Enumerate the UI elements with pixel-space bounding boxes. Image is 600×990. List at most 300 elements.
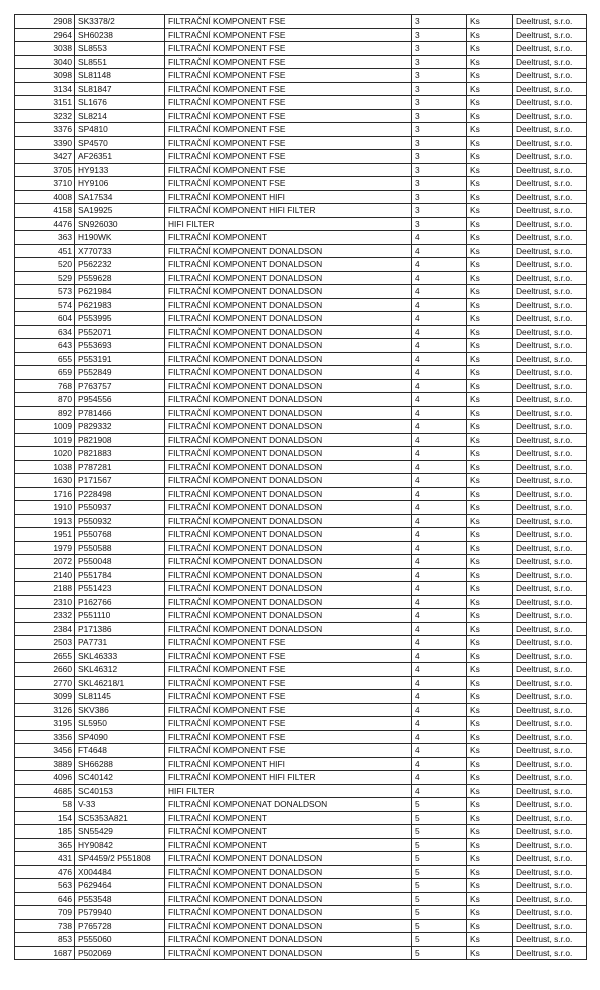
description-cell: FILTRAČNÍ KOMPONENT FSE bbox=[165, 744, 412, 758]
supplier-cell: Deeltrust, s.r.o. bbox=[513, 771, 587, 785]
description-cell: FILTRAČNÍ KOMPONENT FSE bbox=[165, 55, 412, 69]
part-code-cell: P162766 bbox=[75, 595, 165, 609]
description-cell: FILTRAČNÍ KOMPONENT DONALDSON bbox=[165, 852, 412, 866]
part-code-cell: P551423 bbox=[75, 582, 165, 596]
part-code-cell: SP4810 bbox=[75, 123, 165, 137]
quantity-cell: 4 bbox=[412, 703, 467, 717]
supplier-cell: Deeltrust, s.r.o. bbox=[513, 879, 587, 893]
part-code-cell: SL81847 bbox=[75, 82, 165, 96]
supplier-cell: Deeltrust, s.r.o. bbox=[513, 933, 587, 947]
supplier-cell: Deeltrust, s.r.o. bbox=[513, 123, 587, 137]
supplier-cell: Deeltrust, s.r.o. bbox=[513, 447, 587, 461]
table-row bbox=[15, 55, 587, 69]
part-code-cell: P621983 bbox=[75, 298, 165, 312]
supplier-cell: Deeltrust, s.r.o. bbox=[513, 325, 587, 339]
supplier-cell: Deeltrust, s.r.o. bbox=[513, 82, 587, 96]
quantity-cell: 4 bbox=[412, 460, 467, 474]
supplier-cell: Deeltrust, s.r.o. bbox=[513, 919, 587, 933]
description-cell: FILTRAČNÍ KOMPONENT FSE bbox=[165, 636, 412, 650]
unit-cell: Ks bbox=[467, 433, 513, 447]
table-row bbox=[15, 730, 587, 744]
item-number-cell: 365 bbox=[15, 838, 75, 852]
item-number-cell: 738 bbox=[15, 919, 75, 933]
unit-cell: Ks bbox=[467, 447, 513, 461]
unit-cell: Ks bbox=[467, 676, 513, 690]
table-row bbox=[15, 420, 587, 434]
description-cell: FILTRAČNÍ KOMPONENT FSE bbox=[165, 150, 412, 164]
table-row bbox=[15, 501, 587, 515]
unit-cell: Ks bbox=[467, 946, 513, 960]
item-number-cell: 3098 bbox=[15, 69, 75, 83]
supplier-cell: Deeltrust, s.r.o. bbox=[513, 28, 587, 42]
supplier-cell: Deeltrust, s.r.o. bbox=[513, 784, 587, 798]
table-row bbox=[15, 744, 587, 758]
table-row bbox=[15, 865, 587, 879]
part-code-cell: HY9133 bbox=[75, 163, 165, 177]
quantity-cell: 4 bbox=[412, 730, 467, 744]
item-number-cell: 2310 bbox=[15, 595, 75, 609]
description-cell: FILTRAČNÍ KOMPONENT DONALDSON bbox=[165, 339, 412, 353]
unit-cell: Ks bbox=[467, 150, 513, 164]
table-row bbox=[15, 393, 587, 407]
unit-cell: Ks bbox=[467, 15, 513, 29]
quantity-cell: 4 bbox=[412, 420, 467, 434]
quantity-cell: 4 bbox=[412, 406, 467, 420]
table-row bbox=[15, 636, 587, 650]
item-number-cell: 3705 bbox=[15, 163, 75, 177]
description-cell: FILTRAČNÍ KOMPONENT DONALDSON bbox=[165, 582, 412, 596]
description-cell: FILTRAČNÍ KOMPONENT FSE bbox=[165, 42, 412, 56]
table-row bbox=[15, 69, 587, 83]
table-row bbox=[15, 771, 587, 785]
description-cell: FILTRAČNÍ KOMPONENT DONALDSON bbox=[165, 919, 412, 933]
unit-cell: Ks bbox=[467, 730, 513, 744]
quantity-cell: 3 bbox=[412, 28, 467, 42]
item-number-cell: 3126 bbox=[15, 703, 75, 717]
part-code-cell: P787281 bbox=[75, 460, 165, 474]
part-code-cell: SP4459/2 P551808 bbox=[75, 852, 165, 866]
description-cell: FILTRAČNÍ KOMPONENT DONALDSON bbox=[165, 609, 412, 623]
part-code-cell: SH60238 bbox=[75, 28, 165, 42]
part-code-cell: P765728 bbox=[75, 919, 165, 933]
table-row bbox=[15, 96, 587, 110]
unit-cell: Ks bbox=[467, 258, 513, 272]
supplier-cell: Deeltrust, s.r.o. bbox=[513, 622, 587, 636]
description-cell: FILTRAČNÍ KOMPONENT DONALDSON bbox=[165, 244, 412, 258]
table-row bbox=[15, 906, 587, 920]
unit-cell: Ks bbox=[467, 136, 513, 150]
quantity-cell: 5 bbox=[412, 825, 467, 839]
table-row bbox=[15, 366, 587, 380]
item-number-cell: 2655 bbox=[15, 649, 75, 663]
table-row bbox=[15, 622, 587, 636]
quantity-cell: 3 bbox=[412, 217, 467, 231]
part-code-cell: P171386 bbox=[75, 622, 165, 636]
table-row bbox=[15, 649, 587, 663]
item-number-cell: 4158 bbox=[15, 204, 75, 218]
unit-cell: Ks bbox=[467, 865, 513, 879]
part-code-cell: SN926030 bbox=[75, 217, 165, 231]
item-number-cell: 4008 bbox=[15, 190, 75, 204]
quantity-cell: 4 bbox=[412, 352, 467, 366]
item-number-cell: 2660 bbox=[15, 663, 75, 677]
supplier-cell: Deeltrust, s.r.o. bbox=[513, 177, 587, 191]
supplier-cell: Deeltrust, s.r.o. bbox=[513, 649, 587, 663]
quantity-cell: 4 bbox=[412, 622, 467, 636]
supplier-cell: Deeltrust, s.r.o. bbox=[513, 555, 587, 569]
part-code-cell: P579940 bbox=[75, 906, 165, 920]
table-row bbox=[15, 676, 587, 690]
unit-cell: Ks bbox=[467, 703, 513, 717]
supplier-cell: Deeltrust, s.r.o. bbox=[513, 393, 587, 407]
item-number-cell: 3040 bbox=[15, 55, 75, 69]
supplier-cell: Deeltrust, s.r.o. bbox=[513, 514, 587, 528]
part-code-cell: X770733 bbox=[75, 244, 165, 258]
quantity-cell: 4 bbox=[412, 366, 467, 380]
part-code-cell: P553995 bbox=[75, 312, 165, 326]
quantity-cell: 4 bbox=[412, 744, 467, 758]
table-row bbox=[15, 15, 587, 29]
unit-cell: Ks bbox=[467, 312, 513, 326]
table-row bbox=[15, 379, 587, 393]
table-row bbox=[15, 352, 587, 366]
unit-cell: Ks bbox=[467, 892, 513, 906]
description-cell: FILTRAČNÍ KOMPONENT bbox=[165, 838, 412, 852]
item-number-cell: 709 bbox=[15, 906, 75, 920]
description-cell: FILTRAČNÍ KOMPONENT bbox=[165, 231, 412, 245]
description-cell: FILTRAČNÍ KOMPONENT FSE bbox=[165, 177, 412, 191]
unit-cell: Ks bbox=[467, 582, 513, 596]
quantity-cell: 3 bbox=[412, 204, 467, 218]
quantity-cell: 5 bbox=[412, 933, 467, 947]
item-number-cell: 1038 bbox=[15, 460, 75, 474]
quantity-cell: 4 bbox=[412, 757, 467, 771]
part-code-cell: SN55429 bbox=[75, 825, 165, 839]
description-cell: FILTRAČNÍ KOMPONENT FSE bbox=[165, 649, 412, 663]
table-row bbox=[15, 123, 587, 137]
table-row bbox=[15, 541, 587, 555]
supplier-cell: Deeltrust, s.r.o. bbox=[513, 15, 587, 29]
supplier-cell: Deeltrust, s.r.o. bbox=[513, 258, 587, 272]
supplier-cell: Deeltrust, s.r.o. bbox=[513, 487, 587, 501]
quantity-cell: 4 bbox=[412, 690, 467, 704]
part-code-cell: SL8553 bbox=[75, 42, 165, 56]
quantity-cell: 4 bbox=[412, 244, 467, 258]
item-number-cell: 1019 bbox=[15, 433, 75, 447]
quantity-cell: 3 bbox=[412, 150, 467, 164]
table-row bbox=[15, 42, 587, 56]
unit-cell: Ks bbox=[467, 352, 513, 366]
description-cell: FILTRAČNÍ KOMPONENT DONALDSON bbox=[165, 420, 412, 434]
part-code-cell: P550932 bbox=[75, 514, 165, 528]
description-cell: FILTRAČNÍ KOMPONENT DONALDSON bbox=[165, 298, 412, 312]
description-cell: FILTRAČNÍ KOMPONENT FSE bbox=[165, 717, 412, 731]
supplier-cell: Deeltrust, s.r.o. bbox=[513, 501, 587, 515]
table-row bbox=[15, 28, 587, 42]
quantity-cell: 4 bbox=[412, 636, 467, 650]
unit-cell: Ks bbox=[467, 393, 513, 407]
supplier-cell: Deeltrust, s.r.o. bbox=[513, 298, 587, 312]
description-cell: FILTRAČNÍ KOMPONENT DONALDSON bbox=[165, 487, 412, 501]
quantity-cell: 4 bbox=[412, 447, 467, 461]
part-code-cell: SKL46218/1 bbox=[75, 676, 165, 690]
description-cell: FILTRAČNÍ KOMPONENT HIFI bbox=[165, 757, 412, 771]
supplier-cell: Deeltrust, s.r.o. bbox=[513, 42, 587, 56]
supplier-cell: Deeltrust, s.r.o. bbox=[513, 703, 587, 717]
supplier-cell: Deeltrust, s.r.o. bbox=[513, 663, 587, 677]
part-code-cell: P550937 bbox=[75, 501, 165, 515]
supplier-cell: Deeltrust, s.r.o. bbox=[513, 892, 587, 906]
description-cell: FILTRAČNÍ KOMPONENT DONALDSON bbox=[165, 258, 412, 272]
quantity-cell: 4 bbox=[412, 541, 467, 555]
item-number-cell: 853 bbox=[15, 933, 75, 947]
table-row bbox=[15, 177, 587, 191]
part-code-cell: P562232 bbox=[75, 258, 165, 272]
quantity-cell: 3 bbox=[412, 15, 467, 29]
table-row bbox=[15, 190, 587, 204]
quantity-cell: 4 bbox=[412, 514, 467, 528]
unit-cell: Ks bbox=[467, 177, 513, 191]
quantity-cell: 5 bbox=[412, 838, 467, 852]
table-row bbox=[15, 285, 587, 299]
part-code-cell: P555060 bbox=[75, 933, 165, 947]
unit-cell: Ks bbox=[467, 541, 513, 555]
item-number-cell: 476 bbox=[15, 865, 75, 879]
item-number-cell: 2072 bbox=[15, 555, 75, 569]
table-row bbox=[15, 244, 587, 258]
supplier-cell: Deeltrust, s.r.o. bbox=[513, 568, 587, 582]
unit-cell: Ks bbox=[467, 649, 513, 663]
supplier-cell: Deeltrust, s.r.o. bbox=[513, 595, 587, 609]
table-row bbox=[15, 609, 587, 623]
supplier-cell: Deeltrust, s.r.o. bbox=[513, 460, 587, 474]
table-row bbox=[15, 555, 587, 569]
part-code-cell: P954556 bbox=[75, 393, 165, 407]
unit-cell: Ks bbox=[467, 568, 513, 582]
part-code-cell: P552071 bbox=[75, 325, 165, 339]
quantity-cell: 3 bbox=[412, 136, 467, 150]
part-code-cell: SP4090 bbox=[75, 730, 165, 744]
supplier-cell: Deeltrust, s.r.o. bbox=[513, 204, 587, 218]
part-code-cell: P763757 bbox=[75, 379, 165, 393]
description-cell: FILTRAČNÍ KOMPONENT DONALDSON bbox=[165, 541, 412, 555]
description-cell: FILTRAČNÍ KOMPONENT FSE bbox=[165, 676, 412, 690]
unit-cell: Ks bbox=[467, 757, 513, 771]
item-number-cell: 1716 bbox=[15, 487, 75, 501]
supplier-cell: Deeltrust, s.r.o. bbox=[513, 946, 587, 960]
description-cell: FILTRAČNÍ KOMPONENT DONALDSON bbox=[165, 595, 412, 609]
description-cell: FILTRAČNÍ KOMPONENT DONALDSON bbox=[165, 433, 412, 447]
inventory-table-body bbox=[15, 15, 587, 960]
supplier-cell: Deeltrust, s.r.o. bbox=[513, 838, 587, 852]
unit-cell: Ks bbox=[467, 82, 513, 96]
item-number-cell: 2908 bbox=[15, 15, 75, 29]
item-number-cell: 1951 bbox=[15, 528, 75, 542]
table-row bbox=[15, 109, 587, 123]
item-number-cell: 3390 bbox=[15, 136, 75, 150]
quantity-cell: 4 bbox=[412, 555, 467, 569]
quantity-cell: 3 bbox=[412, 123, 467, 137]
unit-cell: Ks bbox=[467, 514, 513, 528]
part-code-cell: SL5950 bbox=[75, 717, 165, 731]
supplier-cell: Deeltrust, s.r.o. bbox=[513, 136, 587, 150]
unit-cell: Ks bbox=[467, 231, 513, 245]
item-number-cell: 1910 bbox=[15, 501, 75, 515]
description-cell: FILTRAČNÍ KOMPONENT DONALDSON bbox=[165, 406, 412, 420]
unit-cell: Ks bbox=[467, 784, 513, 798]
description-cell: FILTRAČNÍ KOMPONENT DONALDSON bbox=[165, 501, 412, 515]
supplier-cell: Deeltrust, s.r.o. bbox=[513, 190, 587, 204]
supplier-cell: Deeltrust, s.r.o. bbox=[513, 420, 587, 434]
item-number-cell: 870 bbox=[15, 393, 75, 407]
table-row bbox=[15, 703, 587, 717]
item-number-cell: 520 bbox=[15, 258, 75, 272]
unit-cell: Ks bbox=[467, 55, 513, 69]
item-number-cell: 3356 bbox=[15, 730, 75, 744]
unit-cell: Ks bbox=[467, 501, 513, 515]
quantity-cell: 5 bbox=[412, 906, 467, 920]
quantity-cell: 5 bbox=[412, 919, 467, 933]
description-cell: FILTRAČNÍ KOMPONENT FSE bbox=[165, 28, 412, 42]
supplier-cell: Deeltrust, s.r.o. bbox=[513, 55, 587, 69]
supplier-cell: Deeltrust, s.r.o. bbox=[513, 852, 587, 866]
part-code-cell: V-33 bbox=[75, 798, 165, 812]
part-code-cell: SC5353A821 bbox=[75, 811, 165, 825]
description-cell: FILTRAČNÍ KOMPONENT FSE bbox=[165, 123, 412, 137]
quantity-cell: 5 bbox=[412, 852, 467, 866]
quantity-cell: 5 bbox=[412, 865, 467, 879]
item-number-cell: 3099 bbox=[15, 690, 75, 704]
item-number-cell: 2503 bbox=[15, 636, 75, 650]
quantity-cell: 4 bbox=[412, 595, 467, 609]
part-code-cell: SL81148 bbox=[75, 69, 165, 83]
description-cell: FILTRAČNÍ KOMPONENT DONALDSON bbox=[165, 271, 412, 285]
unit-cell: Ks bbox=[467, 933, 513, 947]
item-number-cell: 3038 bbox=[15, 42, 75, 56]
unit-cell: Ks bbox=[467, 285, 513, 299]
part-code-cell: X004484 bbox=[75, 865, 165, 879]
quantity-cell: 4 bbox=[412, 339, 467, 353]
description-cell: FILTRAČNÍ KOMPONENAT DONALDSON bbox=[165, 798, 412, 812]
table-row bbox=[15, 784, 587, 798]
item-number-cell: 2140 bbox=[15, 568, 75, 582]
description-cell: FILTRAČNÍ KOMPONENT DONALDSON bbox=[165, 906, 412, 920]
description-cell: FILTRAČNÍ KOMPONENT DONALDSON bbox=[165, 933, 412, 947]
supplier-cell: Deeltrust, s.r.o. bbox=[513, 433, 587, 447]
item-number-cell: 451 bbox=[15, 244, 75, 258]
description-cell: FILTRAČNÍ KOMPONENT DONALDSON bbox=[165, 366, 412, 380]
item-number-cell: 604 bbox=[15, 312, 75, 326]
item-number-cell: 363 bbox=[15, 231, 75, 245]
table-row bbox=[15, 433, 587, 447]
item-number-cell: 185 bbox=[15, 825, 75, 839]
table-row bbox=[15, 582, 587, 596]
table-row bbox=[15, 663, 587, 677]
table-row bbox=[15, 82, 587, 96]
quantity-cell: 3 bbox=[412, 82, 467, 96]
item-number-cell: 4685 bbox=[15, 784, 75, 798]
table-row bbox=[15, 474, 587, 488]
supplier-cell: Deeltrust, s.r.o. bbox=[513, 366, 587, 380]
description-cell: FILTRAČNÍ KOMPONENT DONALDSON bbox=[165, 285, 412, 299]
unit-cell: Ks bbox=[467, 325, 513, 339]
description-cell: FILTRAČNÍ KOMPONENT DONALDSON bbox=[165, 622, 412, 636]
supplier-cell: Deeltrust, s.r.o. bbox=[513, 811, 587, 825]
item-number-cell: 3710 bbox=[15, 177, 75, 191]
quantity-cell: 4 bbox=[412, 568, 467, 582]
description-cell: FILTRAČNÍ KOMPONENT FSE bbox=[165, 163, 412, 177]
unit-cell: Ks bbox=[467, 838, 513, 852]
unit-cell: Ks bbox=[467, 244, 513, 258]
unit-cell: Ks bbox=[467, 609, 513, 623]
unit-cell: Ks bbox=[467, 42, 513, 56]
description-cell: FILTRAČNÍ KOMPONENT DONALDSON bbox=[165, 568, 412, 582]
unit-cell: Ks bbox=[467, 123, 513, 137]
part-code-cell: P621984 bbox=[75, 285, 165, 299]
description-cell: FILTRAČNÍ KOMPONENT DONALDSON bbox=[165, 460, 412, 474]
supplier-cell: Deeltrust, s.r.o. bbox=[513, 474, 587, 488]
description-cell: FILTRAČNÍ KOMPONENT bbox=[165, 811, 412, 825]
unit-cell: Ks bbox=[467, 852, 513, 866]
part-code-cell: SA17534 bbox=[75, 190, 165, 204]
item-number-cell: 529 bbox=[15, 271, 75, 285]
description-cell: FILTRAČNÍ KOMPONENT DONALDSON bbox=[165, 393, 412, 407]
supplier-cell: Deeltrust, s.r.o. bbox=[513, 609, 587, 623]
description-cell: FILTRAČNÍ KOMPONENT HIFI FILTER bbox=[165, 204, 412, 218]
unit-cell: Ks bbox=[467, 366, 513, 380]
supplier-cell: Deeltrust, s.r.o. bbox=[513, 582, 587, 596]
table-row bbox=[15, 150, 587, 164]
item-number-cell: 3195 bbox=[15, 717, 75, 731]
description-cell: FILTRAČNÍ KOMPONENT DONALDSON bbox=[165, 447, 412, 461]
supplier-cell: Deeltrust, s.r.o. bbox=[513, 96, 587, 110]
item-number-cell: 3376 bbox=[15, 123, 75, 137]
item-number-cell: 646 bbox=[15, 892, 75, 906]
item-number-cell: 1009 bbox=[15, 420, 75, 434]
unit-cell: Ks bbox=[467, 771, 513, 785]
description-cell: FILTRAČNÍ KOMPONENT DONALDSON bbox=[165, 946, 412, 960]
supplier-cell: Deeltrust, s.r.o. bbox=[513, 217, 587, 231]
quantity-cell: 4 bbox=[412, 649, 467, 663]
part-code-cell: SL1676 bbox=[75, 96, 165, 110]
supplier-cell: Deeltrust, s.r.o. bbox=[513, 865, 587, 879]
part-code-cell: P502069 bbox=[75, 946, 165, 960]
item-number-cell: 1979 bbox=[15, 541, 75, 555]
table-row bbox=[15, 487, 587, 501]
table-row bbox=[15, 298, 587, 312]
part-code-cell: P629464 bbox=[75, 879, 165, 893]
part-code-cell: P553548 bbox=[75, 892, 165, 906]
quantity-cell: 4 bbox=[412, 717, 467, 731]
inventory-sheet bbox=[14, 14, 586, 960]
part-code-cell: SC40153 bbox=[75, 784, 165, 798]
description-cell: FILTRAČNÍ KOMPONENT DONALDSON bbox=[165, 555, 412, 569]
quantity-cell: 4 bbox=[412, 433, 467, 447]
description-cell: FILTRAČNÍ KOMPONENT FSE bbox=[165, 703, 412, 717]
unit-cell: Ks bbox=[467, 825, 513, 839]
quantity-cell: 3 bbox=[412, 177, 467, 191]
unit-cell: Ks bbox=[467, 28, 513, 42]
table-row bbox=[15, 933, 587, 947]
part-code-cell: AF26351 bbox=[75, 150, 165, 164]
quantity-cell: 3 bbox=[412, 42, 467, 56]
table-row bbox=[15, 460, 587, 474]
unit-cell: Ks bbox=[467, 690, 513, 704]
description-cell: FILTRAČNÍ KOMPONENT DONALDSON bbox=[165, 865, 412, 879]
unit-cell: Ks bbox=[467, 460, 513, 474]
part-code-cell: P829332 bbox=[75, 420, 165, 434]
quantity-cell: 5 bbox=[412, 879, 467, 893]
